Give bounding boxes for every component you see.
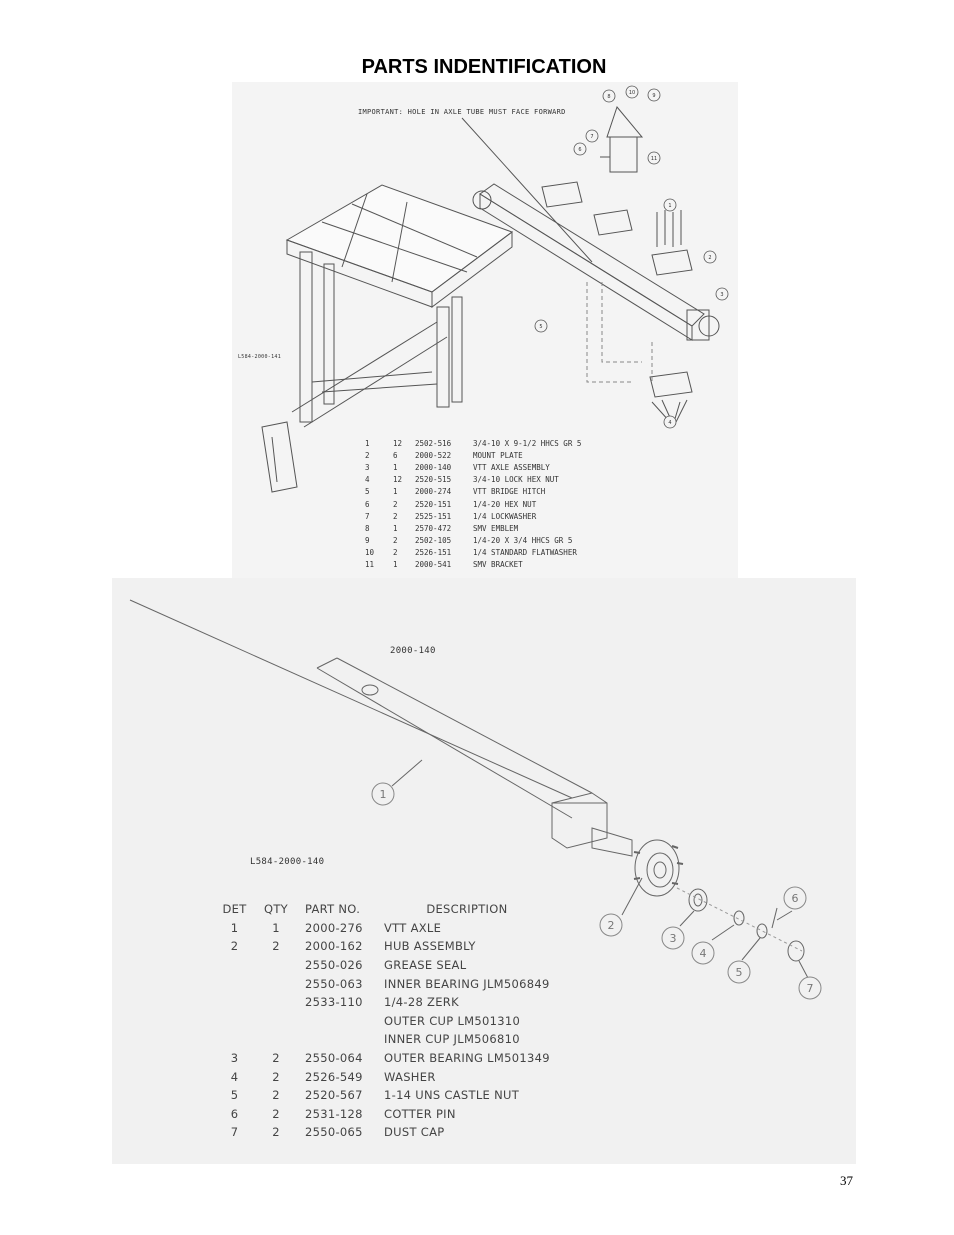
part-qty [257,1030,295,1049]
part-qty: 2 [393,511,398,521]
axle-hole-note: IMPORTANT: HOLE IN AXLE TUBE MUST FACE FORWARD [358,108,566,116]
part-description: 1/4-28 ZERK [384,995,459,1010]
header-part-no: PART NO. [305,902,361,917]
part-det: 1 [230,920,239,935]
part-qty [257,1012,295,1031]
part-qty: 2 [272,939,280,954]
callout-label: 3 [669,932,677,945]
table-row [212,1012,550,1031]
part-number: 2531-128 [305,1106,363,1121]
part-det: 4 [365,475,370,485]
part-qty [257,974,295,993]
part-description: 1-14 UNS CASTLE NUT [384,1088,520,1103]
part-number: 2520-515 [415,475,452,485]
part-det [212,1030,257,1049]
part-number: 2000-541 [415,560,452,570]
part-det: 10 [365,548,375,558]
callout-label: 2 [708,255,712,261]
drawing-id: L584-2000-140 [250,857,325,867]
part-number: 2000-274 [415,487,452,497]
table-header-row [212,900,550,919]
part-description: OUTER BEARING LM501349 [384,1051,550,1066]
table-row [365,559,581,571]
part-description: HUB ASSEMBLY [384,939,476,954]
callout-label: 5 [735,966,743,979]
part-det: 2 [230,939,239,954]
part-det: 9 [365,536,370,546]
table-row [365,437,581,449]
table-row [365,535,581,547]
part-number: 2533-110 [305,995,363,1010]
callout-label: 11 [650,156,658,162]
table-row [212,1123,550,1142]
assembly-label: 2000-140 [390,646,436,656]
part-det [212,956,257,975]
drawing-id: L584-2000-141 [238,354,282,360]
part-number: 2520-567 [305,1088,363,1103]
part-description: OUTER CUP LM501310 [384,1013,521,1028]
part-qty: 1 [393,462,398,472]
callout-label: 6 [578,147,582,153]
callout-label: 8 [607,94,611,100]
axle-assembly-figure [112,578,856,1164]
part-description: WASHER [384,1069,436,1084]
part-description: VTT AXLE [384,920,442,935]
part-number: 2520-151 [415,499,452,509]
part-number: 2550-026 [305,958,363,973]
part-description: GREASE SEAL [384,958,467,973]
callout-label: 4 [668,420,672,426]
part-det: 6 [230,1106,239,1121]
callout-label: 7 [806,982,814,995]
part-description: VTT AXLE ASSEMBLY [473,462,550,472]
table-row [365,486,581,498]
part-number: 2502-105 [415,536,452,546]
part-number: 2550-063 [305,976,363,991]
part-qty: 1 [272,920,280,935]
part-qty: 12 [393,438,403,448]
part-det: 1 [365,438,370,448]
table-row [365,498,581,510]
part-description: 1/4 STANDARD FLATWASHER [473,548,577,558]
part-qty: 2 [393,548,398,558]
part-det [212,974,257,993]
part-det: 2 [365,450,370,460]
part-description: INNER CUP JLM506810 [384,1032,520,1047]
table-row [365,449,581,461]
callout-label: 10 [628,90,636,96]
part-det: 8 [365,523,370,533]
part-det [212,993,257,1012]
table-row [212,974,550,993]
hitch-assembly-figure [232,82,738,578]
callout-label: 1 [379,788,387,801]
callout-label: 3 [720,292,724,298]
part-description: 1/4 LOCKWASHER [473,511,537,521]
part-qty: 2 [272,1069,280,1084]
part-det: 7 [365,511,370,521]
callout-label: 2 [607,919,615,932]
part-det: 4 [230,1069,239,1084]
table-row [365,510,581,522]
part-number: 2570-472 [415,523,452,533]
table-row [212,1030,550,1049]
part-qty: 1 [393,523,398,533]
callout-label: 5 [539,324,543,330]
table-row [365,547,581,559]
part-description: COTTER PIN [384,1106,456,1121]
part-number: 2525-151 [415,511,452,521]
part-description: 1/4-20 X 3/4 HHCS GR 5 [473,536,573,546]
part-number: 2000-276 [305,920,363,935]
part-qty: 12 [393,475,403,485]
part-number: 2000-162 [305,939,363,954]
part-number [295,1012,378,1031]
part-number: 2526-151 [415,548,452,558]
part-description: DUST CAP [384,1125,445,1140]
part-description: 3/4-10 LOCK HEX NUT [473,475,559,485]
table-row [365,461,581,473]
part-description: 3/4-10 X 9-1/2 HHCS GR 5 [473,438,582,448]
callout-label: 4 [699,947,707,960]
callout-label: 7 [590,134,594,140]
part-qty: 2 [393,536,398,546]
table-row [212,919,550,938]
page-number: 37 [840,1173,853,1188]
header-det: DET [222,902,247,917]
table-row [212,1086,550,1105]
table-row [212,1067,550,1086]
part-description: 1/4-20 HEX NUT [473,499,537,509]
part-number: 2502-516 [415,438,452,448]
table-row [365,474,581,486]
part-qty [257,956,295,975]
part-qty: 2 [272,1125,280,1140]
part-number [295,1030,378,1049]
table-row [365,522,581,534]
part-number: 2526-549 [305,1069,363,1084]
part-det: 6 [365,499,370,509]
part-description: INNER BEARING JLM506849 [384,976,550,991]
callout-label: 9 [652,93,656,99]
axle-parts-table [212,900,550,1142]
part-number: 2550-065 [305,1125,363,1140]
part-description: VTT BRIDGE HITCH [473,487,546,497]
part-description: SMV EMBLEM [473,523,519,533]
table-row [212,1105,550,1124]
header-qty: QTY [263,902,288,917]
part-qty: 6 [393,450,398,460]
callout-label: 6 [791,892,799,905]
part-det: 3 [365,462,370,472]
part-det [212,1012,257,1031]
part-description: SMV BRACKET [473,560,523,570]
part-number: 2000-522 [415,450,452,460]
part-qty: 1 [393,487,398,497]
hitch-parts-table [365,437,581,571]
page-title: PARTS INDENTIFICATION [361,56,607,78]
table-row [212,937,550,956]
part-qty: 2 [272,1106,280,1121]
part-qty: 2 [272,1088,280,1103]
part-qty: 1 [393,560,398,570]
table-row [212,993,550,1012]
part-det: 5 [230,1088,239,1103]
part-det: 11 [365,560,375,570]
part-det: 7 [230,1125,239,1140]
part-qty: 2 [393,499,398,509]
part-qty: 2 [272,1051,280,1066]
part-det: 3 [230,1051,239,1066]
table-row [212,956,550,975]
header-description: DESCRIPTION [426,902,508,917]
callout-label: 1 [668,203,672,209]
part-description: MOUNT PLATE [473,450,523,460]
table-row [212,1049,550,1068]
part-det: 5 [365,487,370,497]
part-number: 2000-140 [415,462,452,472]
part-number: 2550-064 [305,1051,363,1066]
part-qty [257,993,295,1012]
